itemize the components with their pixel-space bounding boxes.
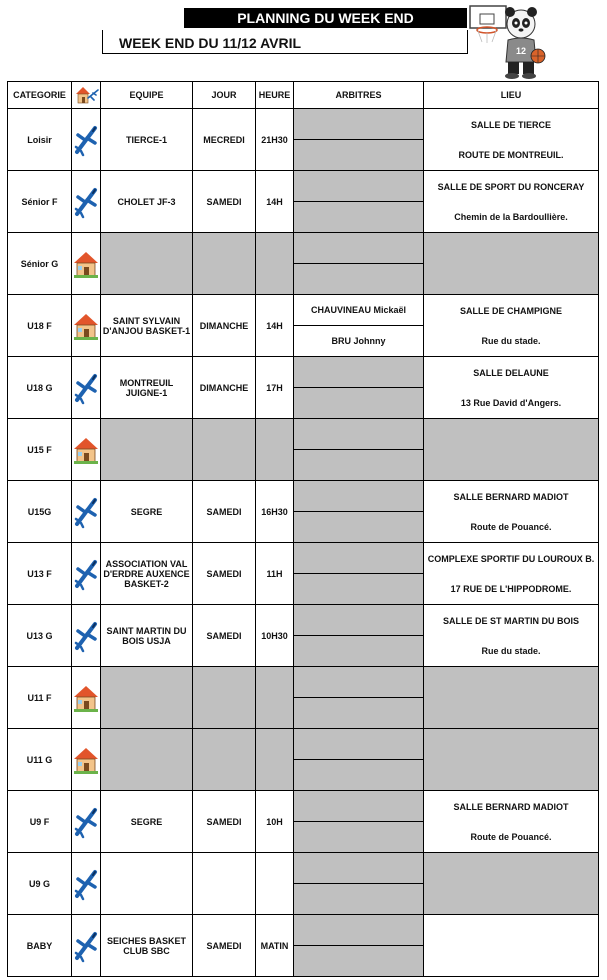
arbitre-2-cell [294, 264, 424, 295]
house-icon [73, 435, 99, 465]
lieu-name: SALLE BERNARD MADIOT [453, 491, 569, 502]
jour-cell [193, 729, 256, 791]
categorie-cell: U15G [8, 481, 72, 543]
lieu-address: Route de Pouancé. [470, 831, 552, 842]
heure-cell: 21H30 [256, 109, 294, 171]
plane-icon [73, 122, 99, 158]
mascot-jersey-number: 12 [515, 46, 527, 56]
heure-cell [256, 729, 294, 791]
header-icon-cell [72, 82, 101, 109]
location-type-cell [72, 171, 101, 233]
arbitre-1-cell [294, 233, 424, 264]
table-row [8, 171, 599, 202]
table-header-row [8, 82, 599, 109]
table-row [8, 295, 599, 326]
plane-icon [73, 370, 99, 406]
lieu-cell [424, 419, 599, 481]
arbitre-2-cell [294, 636, 424, 667]
lieu-name: SALLE DE ST MARTIN DU BOIS [442, 615, 579, 626]
house-icon [73, 745, 99, 775]
header-categorie: CATEGORIE [8, 82, 72, 109]
lieu-name: SALLE DE SPORT DU RONCERAY [437, 181, 585, 192]
location-type-cell [72, 605, 101, 667]
lieu-cell [424, 791, 599, 853]
jour-cell: SAMEDI [193, 915, 256, 977]
jour-cell: DIMANCHE [193, 295, 256, 357]
plane-icon [73, 494, 99, 530]
arbitre-2-cell [294, 822, 424, 853]
jour-cell [193, 419, 256, 481]
arbitre-1-cell [294, 605, 424, 636]
arbitre-1-cell [294, 791, 424, 822]
lieu-address: ROUTE DE MONTREUIL. [458, 149, 564, 160]
lieu-name: SALLE DE TIERCE [470, 119, 551, 130]
table-row [8, 729, 599, 760]
categorie-cell: U18 G [8, 357, 72, 419]
lieu-address: 17 RUE DE L'HIPPODROME. [450, 583, 572, 594]
house-icon [73, 249, 99, 279]
header-equipe: EQUIPE [101, 82, 193, 109]
table-row [8, 233, 599, 264]
arbitre-1-cell [294, 481, 424, 512]
lieu-cell [424, 357, 599, 419]
arbitre-1-cell [294, 915, 424, 946]
lieu-cell [424, 853, 599, 915]
equipe-cell [101, 667, 193, 729]
lieu-cell [424, 543, 599, 605]
arbitre-2-cell [294, 388, 424, 419]
heure-cell: 11H [256, 543, 294, 605]
lieu-name: COMPLEXE SPORTIF DU LOUROUX B. [427, 553, 595, 564]
arbitre-2-cell [294, 698, 424, 729]
location-type-cell [72, 295, 101, 357]
equipe-cell: TIERCE-1 [101, 109, 193, 171]
location-type-cell [72, 791, 101, 853]
location-type-cell [72, 543, 101, 605]
plane-icon [73, 618, 99, 654]
jour-cell: SAMEDI [193, 605, 256, 667]
jour-cell: DIMANCHE [193, 357, 256, 419]
table-row [8, 667, 599, 698]
jour-cell [193, 667, 256, 729]
panda-basketball-mascot-icon [466, 2, 550, 80]
table-row [8, 481, 599, 512]
lieu-cell [424, 729, 599, 791]
lieu-cell [424, 171, 599, 233]
table-row [8, 853, 599, 884]
arbitre-1-cell [294, 853, 424, 884]
lieu-cell [424, 233, 599, 295]
heure-cell: 10H30 [256, 605, 294, 667]
equipe-cell [101, 419, 193, 481]
jour-cell [193, 233, 256, 295]
categorie-cell: U9 F [8, 791, 72, 853]
arbitre-2-cell [294, 884, 424, 915]
house-icon [73, 683, 99, 713]
arbitre-1-cell [294, 667, 424, 698]
lieu-cell [424, 109, 599, 171]
header-jour: JOUR [193, 82, 256, 109]
jour-cell: SAMEDI [193, 481, 256, 543]
table-row [8, 791, 599, 822]
heure-cell: 14H [256, 171, 294, 233]
categorie-cell: U13 F [8, 543, 72, 605]
equipe-cell: ASSOCIATION VAL D'ERDRE AUXENCE BASKET-2 [101, 543, 193, 605]
table-row [8, 605, 599, 636]
lieu-name: SALLE DE CHAMPIGNE [459, 305, 562, 316]
lieu-name: SALLE DELAUNE [473, 367, 549, 378]
location-type-cell [72, 853, 101, 915]
categorie-cell: BABY [8, 915, 72, 977]
plane-icon [73, 556, 99, 592]
equipe-cell [101, 233, 193, 295]
categorie-cell: U9 G [8, 853, 72, 915]
lieu-cell [424, 915, 599, 977]
lieu-cell [424, 481, 599, 543]
table-row [8, 543, 599, 574]
arbitre-2-cell [294, 946, 424, 977]
equipe-cell [101, 853, 193, 915]
categorie-cell: U13 G [8, 605, 72, 667]
lieu-name: SALLE BERNARD MADIOT [453, 801, 569, 812]
lieu-cell [424, 605, 599, 667]
table-row [8, 419, 599, 450]
heure-cell: 17H [256, 357, 294, 419]
location-type-cell [72, 915, 101, 977]
arbitre-2-cell [294, 760, 424, 791]
lieu-address: Rue du stade. [481, 645, 541, 656]
equipe-cell: SEICHES BASKET CLUB SBC [101, 915, 193, 977]
location-type-cell [72, 481, 101, 543]
table-row [8, 915, 599, 946]
table-row [8, 109, 599, 140]
heure-cell [256, 667, 294, 729]
equipe-cell: SAINT SYLVAIN D'ANJOU BASKET-1 [101, 295, 193, 357]
weekend-subtitle: WEEK END DU 11/12 AVRIL [102, 30, 468, 54]
jour-cell: SAMEDI [193, 543, 256, 605]
table-row [8, 357, 599, 388]
arbitre-2-cell: BRU Johnny [294, 326, 424, 357]
plane-icon [73, 928, 99, 964]
jour-cell: SAMEDI [193, 171, 256, 233]
house-plane-icon [73, 82, 99, 106]
categorie-cell: U15 F [8, 419, 72, 481]
heure-cell: 10H [256, 791, 294, 853]
location-type-cell [72, 357, 101, 419]
arbitre-1-cell [294, 109, 424, 140]
plane-icon [73, 184, 99, 220]
arbitre-2-cell [294, 140, 424, 171]
arbitre-2-cell [294, 574, 424, 605]
equipe-cell: SEGRE [101, 481, 193, 543]
lieu-cell [424, 295, 599, 357]
header-heure: HEURE [256, 82, 294, 109]
jour-cell: MECREDI [193, 109, 256, 171]
header-arbitres: ARBITRES [294, 82, 424, 109]
location-type-cell [72, 729, 101, 791]
location-type-cell [72, 419, 101, 481]
categorie-cell: U11 G [8, 729, 72, 791]
header-lieu: LIEU [424, 82, 599, 109]
house-icon [73, 311, 99, 341]
arbitre-1-cell [294, 357, 424, 388]
heure-cell: 14H [256, 295, 294, 357]
categorie-cell: Sénior G [8, 233, 72, 295]
heure-cell: 16H30 [256, 481, 294, 543]
lieu-address: Chemin de la Bardoullière. [454, 211, 568, 222]
categorie-cell: U11 F [8, 667, 72, 729]
heure-cell: MATIN [256, 915, 294, 977]
heure-cell [256, 853, 294, 915]
location-type-cell [72, 667, 101, 729]
arbitre-1-cell [294, 729, 424, 760]
equipe-cell: SEGRE [101, 791, 193, 853]
page-title: PLANNING DU WEEK END [184, 8, 467, 28]
categorie-cell: U18 F [8, 295, 72, 357]
planning-table [7, 81, 599, 977]
arbitre-1-cell [294, 171, 424, 202]
location-type-cell [72, 233, 101, 295]
arbitre-1-cell [294, 543, 424, 574]
arbitre-2-cell [294, 450, 424, 481]
location-type-cell [72, 109, 101, 171]
lieu-cell [424, 667, 599, 729]
arbitre-1-cell [294, 419, 424, 450]
categorie-cell: Loisir [8, 109, 72, 171]
heure-cell [256, 419, 294, 481]
heure-cell [256, 233, 294, 295]
plane-icon [73, 866, 99, 902]
lieu-address: 13 Rue David d'Angers. [460, 397, 562, 408]
equipe-cell: MONTREUIL JUIGNE-1 [101, 357, 193, 419]
lieu-address: Rue du stade. [481, 335, 541, 346]
plane-icon [73, 804, 99, 840]
jour-cell: SAMEDI [193, 791, 256, 853]
arbitre-1-cell: CHAUVINEAU Mickaël [294, 295, 424, 326]
equipe-cell: SAINT MARTIN DU BOIS USJA [101, 605, 193, 667]
equipe-cell [101, 729, 193, 791]
lieu-address: Route de Pouancé. [470, 521, 552, 532]
arbitre-2-cell [294, 202, 424, 233]
categorie-cell: Sénior F [8, 171, 72, 233]
arbitre-2-cell [294, 512, 424, 543]
jour-cell [193, 853, 256, 915]
equipe-cell: CHOLET JF-3 [101, 171, 193, 233]
